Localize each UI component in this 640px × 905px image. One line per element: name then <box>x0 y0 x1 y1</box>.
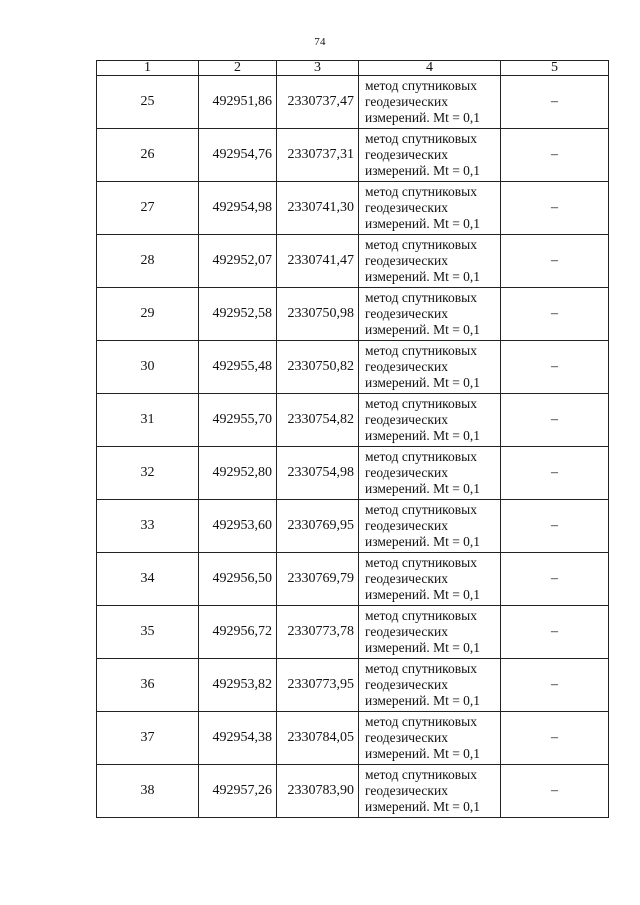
y-coordinate-cell: 2330769,95 <box>277 500 359 553</box>
method-line: метод спутниковых <box>365 714 477 729</box>
table-row <box>97 76 609 129</box>
table-header <box>97 61 609 76</box>
point-number-cell: 36 <box>97 659 199 712</box>
notes-cell: – <box>501 394 609 447</box>
x-coordinate-cell: 492954,38 <box>199 712 277 765</box>
method-line: измерений. Mt = 0,1 <box>365 693 481 708</box>
method-line: измерений. Mt = 0,1 <box>365 746 481 761</box>
y-coordinate-cell: 2330737,47 <box>277 76 359 129</box>
page-number: 74 <box>314 36 326 48</box>
x-coordinate-cell: 492953,82 <box>199 659 277 712</box>
y-coordinate-cell: 2330773,78 <box>277 606 359 659</box>
y-coordinate-cell: 2330737,31 <box>277 129 359 182</box>
table-row <box>97 341 609 394</box>
x-coordinate-cell: 492952,80 <box>199 447 277 500</box>
method-cell <box>359 288 501 341</box>
method-line: измерений. Mt = 0,1 <box>365 110 481 125</box>
table-row <box>97 129 609 182</box>
method-cell <box>359 712 501 765</box>
y-coordinate-cell: 2330783,90 <box>277 765 359 818</box>
x-coordinate-cell: 492954,76 <box>199 129 277 182</box>
header-row <box>97 61 609 76</box>
method-line: геодезических <box>365 571 448 586</box>
x-coordinate-cell: 492956,50 <box>199 553 277 606</box>
point-number-cell: 25 <box>97 76 199 129</box>
method-line: геодезических <box>365 730 448 745</box>
column-header-3: 3 <box>277 61 359 76</box>
notes-cell: – <box>501 129 609 182</box>
method-cell <box>359 659 501 712</box>
method-line: метод спутниковых <box>365 78 477 93</box>
table-row <box>97 659 609 712</box>
method-line: измерений. Mt = 0,1 <box>365 640 481 655</box>
method-line: геодезических <box>365 465 448 480</box>
method-cell <box>359 76 501 129</box>
notes-cell: – <box>501 341 609 394</box>
x-coordinate-cell: 492955,48 <box>199 341 277 394</box>
method-line: геодезических <box>365 783 448 798</box>
table-row <box>97 235 609 288</box>
notes-cell: – <box>501 500 609 553</box>
method-line: измерений. Mt = 0,1 <box>365 481 481 496</box>
column-header-4: 4 <box>359 61 501 76</box>
notes-cell: – <box>501 712 609 765</box>
method-line: измерений. Mt = 0,1 <box>365 216 481 231</box>
table-row <box>97 394 609 447</box>
method-line: измерений. Mt = 0,1 <box>365 428 481 443</box>
y-coordinate-cell: 2330741,47 <box>277 235 359 288</box>
x-coordinate-cell: 492957,26 <box>199 765 277 818</box>
method-cell <box>359 235 501 288</box>
notes-cell: – <box>501 447 609 500</box>
point-number-cell: 30 <box>97 341 199 394</box>
method-line: геодезических <box>365 253 448 268</box>
x-coordinate-cell: 492951,86 <box>199 76 277 129</box>
method-line: геодезических <box>365 624 448 639</box>
y-coordinate-cell: 2330750,82 <box>277 341 359 394</box>
y-coordinate-cell: 2330773,95 <box>277 659 359 712</box>
x-coordinate-cell: 492952,58 <box>199 288 277 341</box>
x-coordinate-cell: 492956,72 <box>199 606 277 659</box>
method-line: геодезических <box>365 94 448 109</box>
method-line: метод спутниковых <box>365 396 477 411</box>
point-number-cell: 35 <box>97 606 199 659</box>
method-cell <box>359 129 501 182</box>
point-number-cell: 32 <box>97 447 199 500</box>
method-line: геодезических <box>365 359 448 374</box>
y-coordinate-cell: 2330784,05 <box>277 712 359 765</box>
method-line: метод спутниковых <box>365 661 477 676</box>
x-coordinate-cell: 492952,07 <box>199 235 277 288</box>
table-row <box>97 765 609 818</box>
y-coordinate-cell: 2330769,79 <box>277 553 359 606</box>
point-number-cell: 31 <box>97 394 199 447</box>
method-cell <box>359 182 501 235</box>
x-coordinate-cell: 492954,98 <box>199 182 277 235</box>
method-line: геодезических <box>365 412 448 427</box>
notes-cell: – <box>501 606 609 659</box>
method-line: метод спутниковых <box>365 290 477 305</box>
method-line: измерений. Mt = 0,1 <box>365 375 481 390</box>
method-line: метод спутниковых <box>365 131 477 146</box>
notes-cell: – <box>501 182 609 235</box>
method-line: геодезических <box>365 200 448 215</box>
method-line: метод спутниковых <box>365 767 477 782</box>
method-cell <box>359 447 501 500</box>
y-coordinate-cell: 2330754,82 <box>277 394 359 447</box>
method-line: измерений. Mt = 0,1 <box>365 269 481 284</box>
table-row <box>97 712 609 765</box>
notes-cell: – <box>501 659 609 712</box>
method-line: метод спутниковых <box>365 502 477 517</box>
point-number-cell: 29 <box>97 288 199 341</box>
method-line: измерений. Mt = 0,1 <box>365 163 481 178</box>
column-header-1: 1 <box>97 61 199 76</box>
point-number-cell: 34 <box>97 553 199 606</box>
method-line: геодезических <box>365 518 448 533</box>
table-row <box>97 182 609 235</box>
table-row <box>97 606 609 659</box>
point-number-cell: 38 <box>97 765 199 818</box>
method-line: метод спутниковых <box>365 343 477 358</box>
method-line: метод спутниковых <box>365 237 477 252</box>
point-number-cell: 37 <box>97 712 199 765</box>
column-header-2: 2 <box>199 61 277 76</box>
method-line: измерений. Mt = 0,1 <box>365 322 481 337</box>
point-number-cell: 33 <box>97 500 199 553</box>
table-row <box>97 553 609 606</box>
method-cell <box>359 394 501 447</box>
table-row <box>97 288 609 341</box>
table-body <box>97 76 609 818</box>
column-header-5: 5 <box>501 61 609 76</box>
y-coordinate-cell: 2330741,30 <box>277 182 359 235</box>
notes-cell: – <box>501 765 609 818</box>
table-row <box>97 447 609 500</box>
y-coordinate-cell: 2330750,98 <box>277 288 359 341</box>
notes-cell: – <box>501 288 609 341</box>
method-line: геодезических <box>365 677 448 692</box>
method-line: геодезических <box>365 147 448 162</box>
method-line: метод спутниковых <box>365 184 477 199</box>
method-line: метод спутниковых <box>365 608 477 623</box>
notes-cell: – <box>501 76 609 129</box>
notes-cell: – <box>501 553 609 606</box>
table-row <box>97 500 609 553</box>
x-coordinate-cell: 492953,60 <box>199 500 277 553</box>
method-line: измерений. Mt = 0,1 <box>365 799 481 814</box>
notes-cell: – <box>501 235 609 288</box>
point-number-cell: 26 <box>97 129 199 182</box>
method-cell <box>359 606 501 659</box>
x-coordinate-cell: 492955,70 <box>199 394 277 447</box>
y-coordinate-cell: 2330754,98 <box>277 447 359 500</box>
method-cell <box>359 553 501 606</box>
point-number-cell: 27 <box>97 182 199 235</box>
method-cell <box>359 500 501 553</box>
point-number-cell: 28 <box>97 235 199 288</box>
method-cell <box>359 341 501 394</box>
method-line: метод спутниковых <box>365 449 477 464</box>
method-cell <box>359 765 501 818</box>
method-line: геодезических <box>365 306 448 321</box>
method-line: метод спутниковых <box>365 555 477 570</box>
method-line: измерений. Mt = 0,1 <box>365 534 481 549</box>
method-line: измерений. Mt = 0,1 <box>365 587 481 602</box>
coordinates-table <box>96 60 609 818</box>
